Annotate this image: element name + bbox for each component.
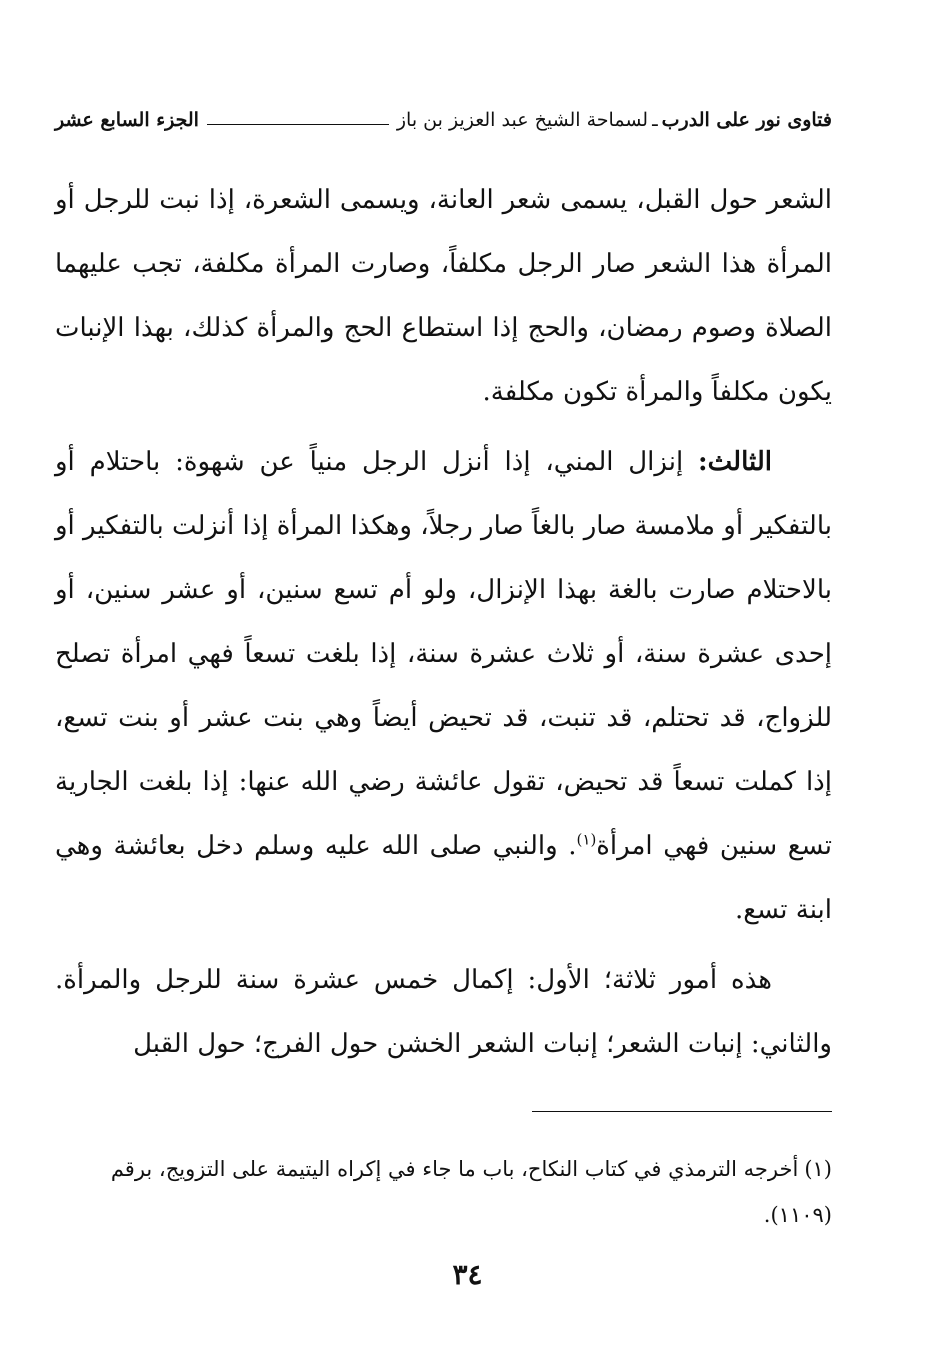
paragraph-2: [55, 430, 832, 942]
header-author: لسماحة الشيخ عبد العزيز بن باز: [396, 109, 649, 131]
paragraph-2-text: إنزال المني، إذا أنزل الرجل منياً عن شهوة: باحتلام أو بالتفكير أو ملامسة صار بالغاً صار رجلاً، وهكذا المرأة إذا أنزلت بالتفكير أو بالاحتلام صارت بالغة بهذا الإنزال، ولو أم تسع سنين، أو عشر سنين، أو إحدى عشرة سنة، أو ثلاث عشرة سنة، إذا بلغت تسعاً فهي امرأة تصلح للزواج، قد تحتلم، قد تنبت، قد تحيض أيضاً وهي بنت عشر أو بنت تسع، إذا كملت تسعاً قد تحيض، تقول عائشة رضي الله عنها: إذا بلغت الجارية تسع سنين فهي امرأة: [55, 447, 832, 861]
header-rule: [207, 124, 389, 125]
paragraph-2-lead: الثالث:: [698, 447, 772, 477]
running-header: [55, 100, 832, 140]
header-dash: ـ: [652, 109, 658, 131]
paragraph-3: هذه أمور ثلاثة؛ الأول: إكمال خمس عشرة سنة للرجل والمرأة. والثاني: إنبات الشعر؛ إنبات الشعر الخشن حول الفرج؛ حول القبل: [55, 965, 832, 1059]
header-book-title: فتاوى نور على الدرب: [661, 109, 832, 131]
page-number: ٣٤: [452, 1258, 483, 1291]
footnote-separator: [532, 1111, 832, 1112]
footnote-text: أخرجه الترمذي في كتاب النكاح، باب ما جاء في إكراه اليتيمة على التزويج، برقم (١١٠٩).: [110, 1157, 832, 1227]
header-volume: الجزء السابع عشر: [55, 109, 199, 131]
footnote: [55, 1146, 832, 1238]
footnote-number: (١): [804, 1157, 832, 1181]
paragraph-2-end: . والنبي صلى الله عليه وسلم دخل بعائشة وهي ابنة تسع.: [55, 831, 832, 925]
paragraph-1: الشعر حول القبل، يسمى شعر العانة، ويسمى الشعرة، إذا نبت للرجل أو المرأة هذا الشعر صار الرجل مكلفاً، وصارت المرأة مكلفة، تجب عليهما الصلاة وصوم رمضان، والحج إذا استطاع الحج والمرأة كذلك، بهذا الإنبات يكون مكلفاً والمرأة تكون مكلفة.: [55, 185, 832, 407]
footnote-reference: (١): [576, 830, 597, 849]
body-text: [55, 168, 832, 1076]
